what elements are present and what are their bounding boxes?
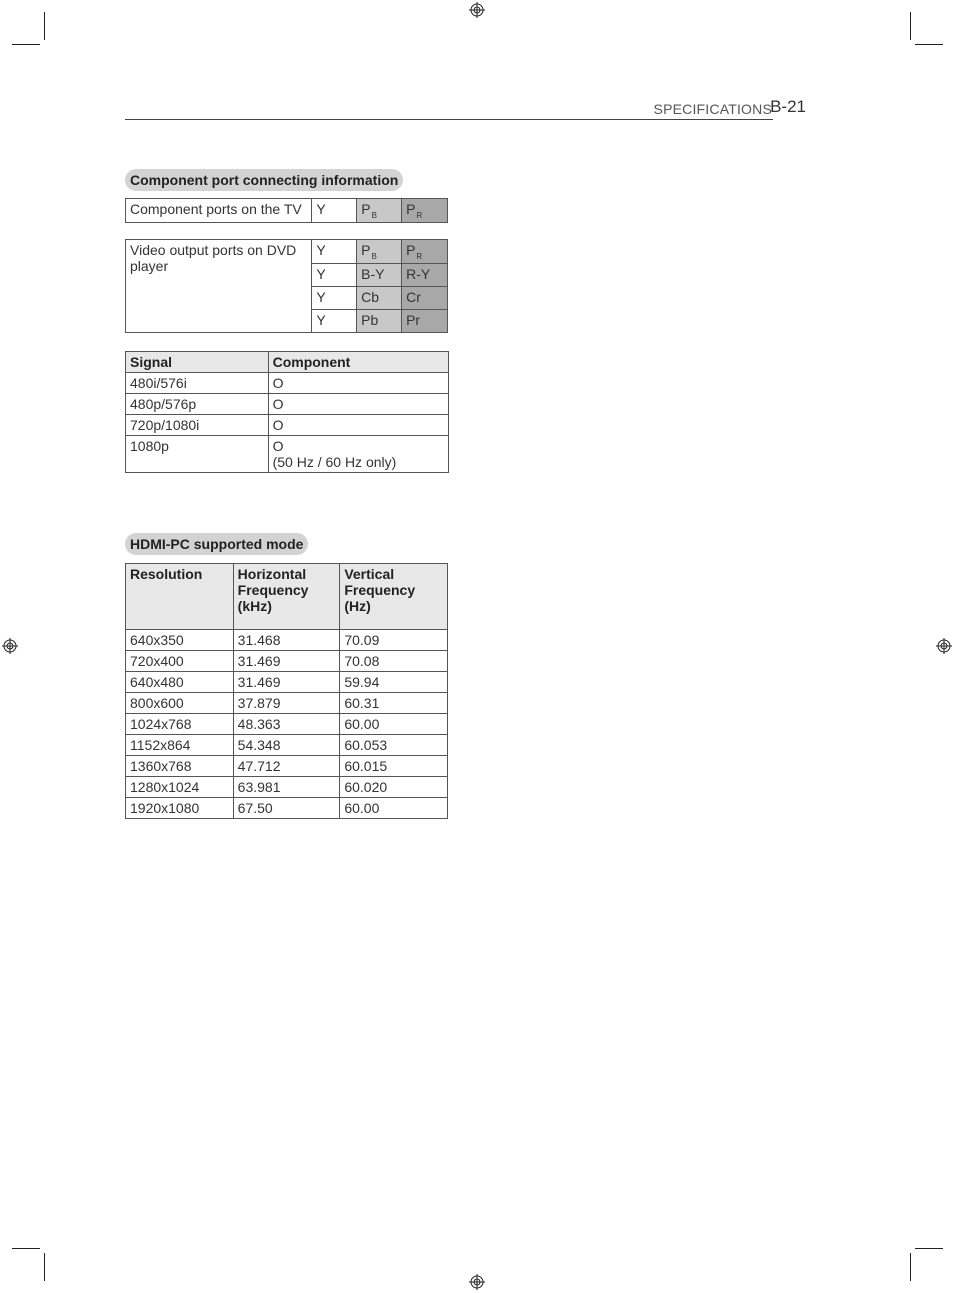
crop-mark — [44, 12, 45, 40]
page-number: B-21 — [770, 97, 806, 116]
pr-port-cell: R-Y — [402, 264, 448, 287]
vertical-frequency-cell: 70.08 — [340, 651, 448, 672]
resolution-cell: 1152x864 — [126, 735, 234, 756]
vertical-frequency-cell: 60.00 — [340, 798, 448, 819]
table-row — [126, 777, 448, 798]
pb-port-cell: Cb — [357, 287, 402, 310]
signal-table — [125, 351, 449, 473]
pr-port-cell: Pr — [402, 310, 448, 333]
resolution-cell: 640x350 — [126, 630, 234, 651]
horizontal-frequency-cell: 67.50 — [233, 798, 340, 819]
component-cell: O — [268, 373, 448, 394]
crop-mark — [915, 1248, 943, 1249]
table-row — [126, 735, 448, 756]
dvd-ports-label: Video output ports on DVD player — [126, 240, 312, 333]
resolution-cell: 1280x1024 — [126, 777, 234, 798]
table-row — [126, 373, 449, 394]
section-title: SPECIFICATIONS — [653, 101, 772, 117]
y-port-cell: Y — [312, 264, 357, 287]
crop-mark — [910, 12, 911, 40]
horizontal-frequency-cell: 37.879 — [233, 693, 340, 714]
vertical-frequency-cell: 60.31 — [340, 693, 448, 714]
table-row — [126, 798, 448, 819]
signal-cell: 720p/1080i — [126, 415, 269, 436]
pr-port-cell: $P_R$ — [402, 199, 448, 223]
vertical-frequency-cell: 60.00 — [340, 714, 448, 735]
horizontal-frequency-cell: 31.469 — [233, 672, 340, 693]
resolution-cell: 640x480 — [126, 672, 234, 693]
signal-cell: 480p/576p — [126, 394, 269, 415]
vertical-frequency-cell: 60.020 — [340, 777, 448, 798]
resolution-cell: 1360x768 — [126, 756, 234, 777]
horizontal-frequency-cell: 31.469 — [233, 651, 340, 672]
table-row — [126, 199, 448, 223]
horizontal-frequency-header: Horizontal Frequency (kHz) — [233, 564, 340, 630]
signal-cell: 480i/576i — [126, 373, 269, 394]
resolution-cell: 1024x768 — [126, 714, 234, 735]
component-cell: O — [268, 415, 448, 436]
component-note: (50 Hz / 60 Hz only) — [272, 454, 397, 470]
signal-header: Signal — [126, 352, 269, 373]
table-header-row — [126, 564, 448, 630]
y-port-cell: Y — [312, 199, 357, 223]
pr-port-cell: $P_R$ — [402, 240, 448, 264]
resolution-cell: 1920x1080 — [126, 798, 234, 819]
registration-mark-icon — [2, 638, 18, 654]
table-header-row — [126, 352, 449, 373]
table-row — [126, 436, 449, 473]
registration-mark-icon — [936, 638, 952, 654]
pb-port-cell: $P_B$ — [357, 240, 402, 264]
table-row — [126, 240, 448, 264]
horizontal-frequency-cell: 31.468 — [233, 630, 340, 651]
table-row — [126, 651, 448, 672]
horizontal-frequency-cell: 47.712 — [233, 756, 340, 777]
component-header: Component — [268, 352, 448, 373]
horizontal-frequency-cell: 63.981 — [233, 777, 340, 798]
resolution-cell: 720x400 — [126, 651, 234, 672]
pb-port-cell: B-Y — [357, 264, 402, 287]
signal-cell: 1080p — [126, 436, 269, 473]
registration-mark-icon — [469, 1274, 485, 1290]
registration-mark-icon — [469, 2, 485, 18]
horizontal-frequency-cell: 54.348 — [233, 735, 340, 756]
y-port-cell: Y — [312, 310, 357, 333]
crop-mark — [910, 1253, 911, 1281]
vertical-frequency-cell: 60.053 — [340, 735, 448, 756]
component-cell — [268, 436, 448, 473]
vertical-frequency-cell: 70.09 — [340, 630, 448, 651]
header-rule — [125, 119, 773, 120]
vertical-frequency-cell: 59.94 — [340, 672, 448, 693]
crop-mark — [12, 1248, 40, 1249]
crop-mark — [12, 44, 40, 45]
table-row — [126, 415, 449, 436]
table-row — [126, 693, 448, 714]
table-row — [126, 672, 448, 693]
hdmi-table-body — [126, 630, 448, 819]
table-row — [126, 756, 448, 777]
component-cell: O — [268, 394, 448, 415]
table-row — [126, 394, 449, 415]
vertical-frequency-header: Vertical Frequency (Hz) — [340, 564, 448, 630]
y-port-cell: Y — [312, 240, 357, 264]
pr-port-cell: Cr — [402, 287, 448, 310]
hdmi-table — [125, 563, 448, 819]
pb-port-cell: Pb — [357, 310, 402, 333]
page-header — [125, 96, 806, 120]
vertical-frequency-cell: 60.015 — [340, 756, 448, 777]
crop-mark — [915, 44, 943, 45]
dvd-ports-table — [125, 239, 448, 333]
component-section-title: Component port connecting information — [125, 169, 403, 191]
pb-port-cell: $P_B$ — [357, 199, 402, 223]
tv-ports-table — [125, 198, 448, 223]
y-port-cell: Y — [312, 287, 357, 310]
tv-ports-label: Component ports on the TV — [126, 199, 312, 223]
resolution-cell: 800x600 — [126, 693, 234, 714]
component-value: O — [272, 438, 284, 454]
hdmi-section-title: HDMI-PC supported mode — [125, 533, 308, 555]
crop-mark — [44, 1253, 45, 1281]
table-row — [126, 630, 448, 651]
resolution-header: Resolution — [126, 564, 234, 630]
table-row — [126, 714, 448, 735]
horizontal-frequency-cell: 48.363 — [233, 714, 340, 735]
